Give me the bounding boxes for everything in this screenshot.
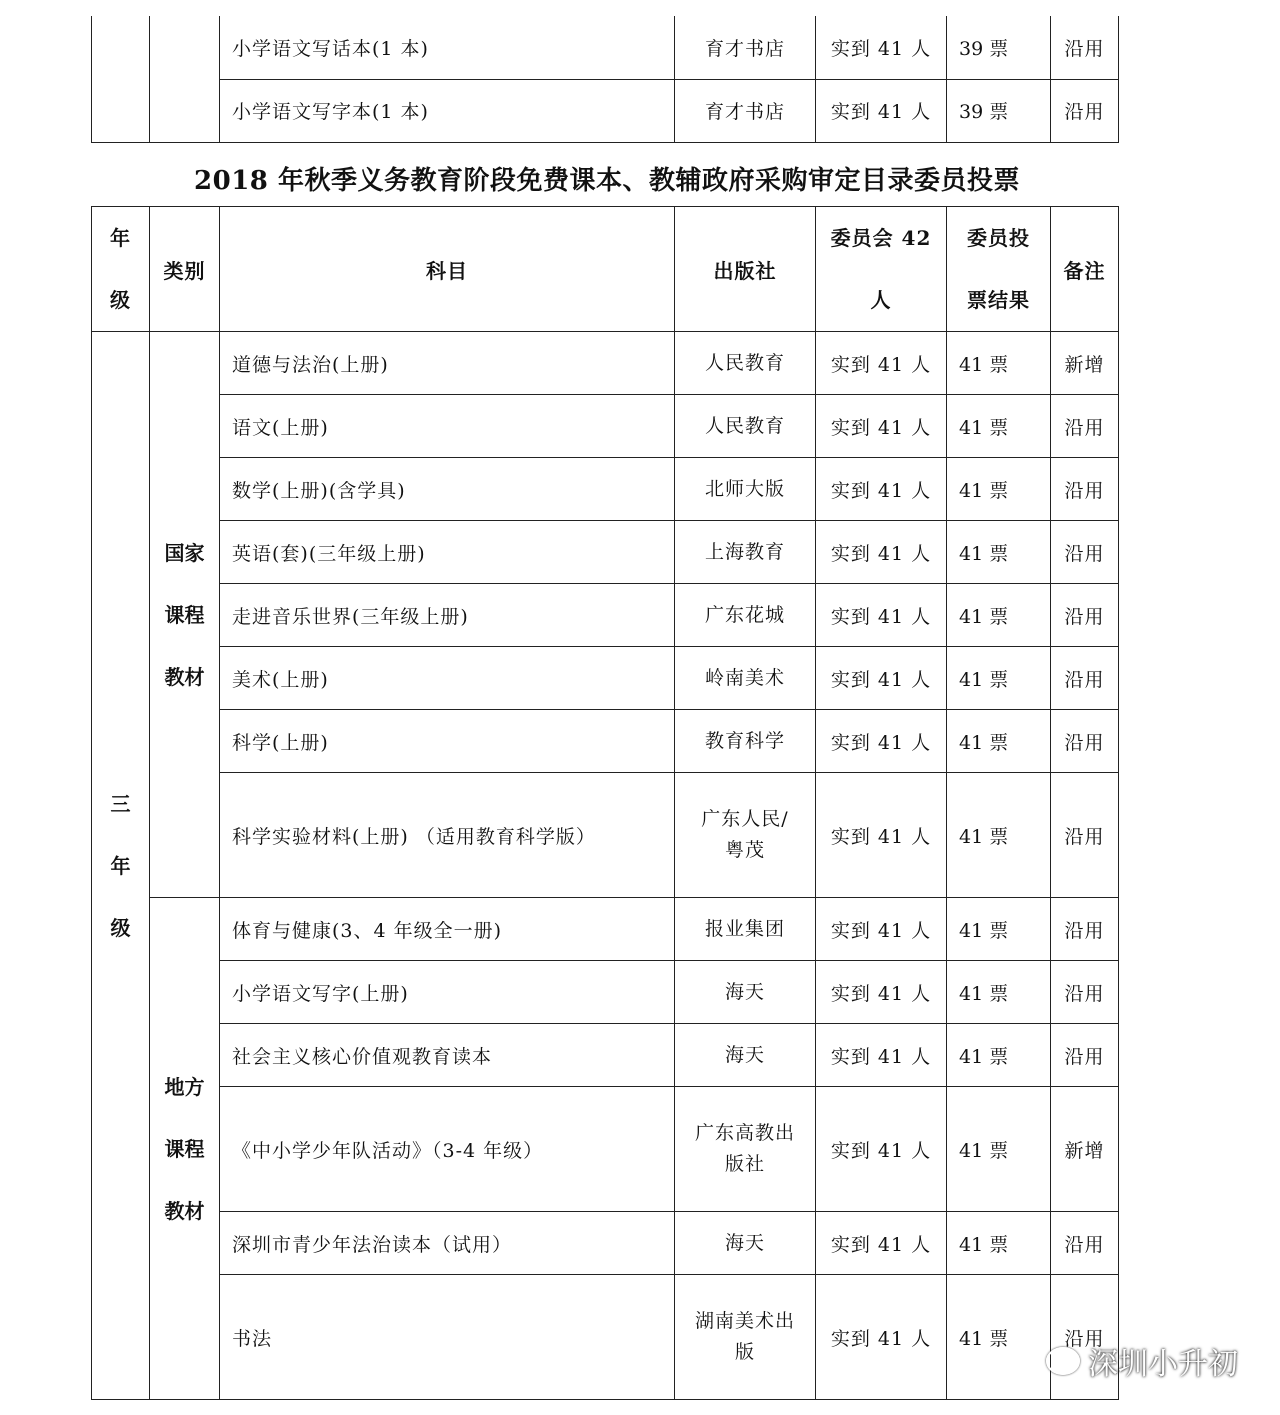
- votes-cell: 41 票: [947, 1087, 1051, 1212]
- category-line: 课程: [164, 602, 205, 627]
- remark-cell: 沿用: [1051, 1024, 1119, 1087]
- header-publisher: 出版社: [675, 207, 816, 332]
- subject-cell: 科学实验材料(上册) （适用教育科学版）: [220, 773, 675, 898]
- publisher-cell: [675, 1024, 816, 1087]
- publisher-line: 广东人民/: [701, 808, 789, 830]
- attendance-cell: 实到 41 人: [816, 1087, 947, 1212]
- remark-cell: 沿用: [1051, 647, 1119, 710]
- subject-cell: 小学语文写话本(1 本): [220, 16, 675, 79]
- attendance-cell: 实到 41 人: [816, 395, 947, 458]
- publisher-cell: [675, 1275, 816, 1400]
- publisher-cell: [675, 961, 816, 1024]
- attendance-cell: 实到 41 人: [816, 710, 947, 773]
- table-header-row: [92, 207, 1119, 332]
- remark-cell: 新增: [1051, 1087, 1119, 1212]
- remark-cell: 沿用: [1051, 961, 1119, 1024]
- document-title: 2018 年秋季义务教育阶段免费课本、教辅政府采购审定目录委员投票: [194, 166, 1020, 196]
- watermark: [1046, 1340, 1238, 1382]
- subject-cell: 小学语文写字本(1 本): [220, 79, 675, 142]
- table-row: [92, 710, 1119, 773]
- remark-cell: 沿用: [1051, 898, 1119, 961]
- publisher-line: 岭南美术: [704, 666, 785, 689]
- publisher-cell: [675, 773, 816, 898]
- remark-cell: 沿用: [1051, 773, 1119, 898]
- attendance-cell: 实到 41 人: [816, 773, 947, 898]
- wechat-icon: [1046, 1347, 1080, 1375]
- publisher-cell: [675, 521, 816, 584]
- table-row: [92, 1024, 1119, 1087]
- votes-cell: 39 票: [947, 16, 1051, 79]
- subject-cell: 书法: [220, 1275, 675, 1400]
- grade-char: 级: [110, 915, 131, 940]
- publisher-cell: [675, 458, 816, 521]
- subject-cell: 数学(上册)(含学具): [220, 458, 675, 521]
- publisher-line: 广东高教出: [694, 1122, 795, 1144]
- attendance-cell: 实到 41 人: [816, 16, 947, 79]
- votes-cell: 41 票: [947, 458, 1051, 521]
- attendance-cell: 实到 41 人: [816, 898, 947, 961]
- attendance-cell: 实到 41 人: [816, 961, 947, 1024]
- subject-cell: 科学(上册): [220, 710, 675, 773]
- category-line: 地方: [164, 1074, 205, 1099]
- publisher-line: 广东花城: [704, 603, 785, 626]
- publisher-cell: [675, 647, 816, 710]
- publisher-cell: [675, 332, 816, 395]
- category-line: 教材: [164, 1198, 205, 1223]
- remark-cell: 沿用: [1051, 584, 1119, 647]
- table-row: [92, 521, 1119, 584]
- table-row: [92, 647, 1119, 710]
- publisher-cell: [675, 1087, 816, 1212]
- publisher-line: 海天: [724, 980, 765, 1003]
- table-row: [92, 1087, 1119, 1212]
- grade-cell: [92, 332, 150, 1400]
- table-row: [92, 16, 1119, 79]
- publisher-cell: [675, 1212, 816, 1275]
- remark-cell: 沿用: [1051, 395, 1119, 458]
- votes-cell: 41 票: [947, 1212, 1051, 1275]
- publisher-line: 海天: [724, 1043, 765, 1066]
- publisher-line: 上海教育: [704, 540, 785, 563]
- attendance-cell: 实到 41 人: [816, 647, 947, 710]
- subject-cell: 小学语文写字(上册): [220, 961, 675, 1024]
- category-cell: [150, 898, 220, 1400]
- header-category: 类别: [150, 207, 220, 332]
- remark-cell: 新增: [1051, 332, 1119, 395]
- publisher-line: 版社: [724, 1153, 765, 1175]
- publisher-line: 报业集团: [704, 917, 785, 940]
- table-row: [92, 961, 1119, 1024]
- publisher-line: 人民教育: [704, 351, 785, 374]
- attendance-cell: 实到 41 人: [816, 79, 947, 142]
- publisher-cell: 育才书店: [675, 79, 816, 142]
- table-row: [92, 1212, 1119, 1275]
- remark-cell: 沿用: [1051, 1212, 1119, 1275]
- remark-cell: 沿用: [1051, 16, 1119, 79]
- votes-cell: 41 票: [947, 332, 1051, 395]
- publisher-line: 湖南美术出: [694, 1310, 795, 1332]
- publisher-cell: [675, 584, 816, 647]
- publisher-cell: [675, 395, 816, 458]
- subject-cell: 道德与法治(上册): [220, 332, 675, 395]
- attendance-cell: 实到 41 人: [816, 1275, 947, 1400]
- grade-char: 三: [110, 791, 131, 816]
- subject-cell: 体育与健康(3、4 年级全一册): [220, 898, 675, 961]
- subject-cell: 走进音乐世界(三年级上册): [220, 584, 675, 647]
- publisher-cell: [675, 710, 816, 773]
- category-cell: [150, 332, 220, 898]
- subject-cell: 深圳市青少年法治读本（试用）: [220, 1212, 675, 1275]
- remark-cell: 沿用: [1051, 710, 1119, 773]
- publisher-line: 北师大版: [704, 477, 785, 500]
- votes-cell: 41 票: [947, 1275, 1051, 1400]
- top-table-fragment: [91, 16, 1119, 143]
- header-subject: 科目: [220, 207, 675, 332]
- votes-cell: 39 票: [947, 79, 1051, 142]
- grade-char: 年: [110, 853, 131, 878]
- votes-cell: 41 票: [947, 1024, 1051, 1087]
- table-row: [92, 898, 1119, 961]
- votes-cell: 41 票: [947, 521, 1051, 584]
- publisher-line: 海天: [724, 1231, 765, 1254]
- header-committee: 委员会 42 人: [816, 207, 947, 332]
- table-row: [92, 773, 1119, 898]
- category-cell-empty: [150, 16, 220, 142]
- table-row: [92, 458, 1119, 521]
- table-row: [92, 1275, 1119, 1400]
- publisher-line: 版: [734, 1341, 755, 1363]
- table-row: [92, 332, 1119, 395]
- remark-cell: 沿用: [1051, 521, 1119, 584]
- header-remark: 备注: [1051, 207, 1119, 332]
- votes-cell: 41 票: [947, 773, 1051, 898]
- subject-cell: 美术(上册): [220, 647, 675, 710]
- votes-cell: 41 票: [947, 584, 1051, 647]
- attendance-cell: 实到 41 人: [816, 458, 947, 521]
- header-grade: 年 级: [92, 207, 150, 332]
- category-line: 课程: [164, 1136, 205, 1161]
- attendance-cell: 实到 41 人: [816, 1212, 947, 1275]
- votes-cell: 41 票: [947, 647, 1051, 710]
- category-line: 国家: [164, 540, 205, 565]
- publisher-line: 人民教育: [704, 414, 785, 437]
- table-row: [92, 584, 1119, 647]
- votes-cell: 41 票: [947, 898, 1051, 961]
- attendance-cell: 实到 41 人: [816, 1024, 947, 1087]
- votes-cell: 41 票: [947, 961, 1051, 1024]
- category-line: 教材: [164, 664, 205, 689]
- votes-cell: 41 票: [947, 710, 1051, 773]
- watermark-text: 深圳小升初: [1088, 1347, 1238, 1382]
- header-vote-result: 委员投 票结果: [947, 207, 1051, 332]
- subject-cell: 社会主义核心价值观教育读本: [220, 1024, 675, 1087]
- remark-cell: 沿用: [1051, 458, 1119, 521]
- publisher-line: 教育科学: [704, 729, 785, 752]
- publisher-cell: [675, 898, 816, 961]
- grade-cell-empty: [92, 16, 150, 142]
- remark-cell: 沿用: [1051, 79, 1119, 142]
- remark-cell: 沿用: [1051, 1275, 1119, 1400]
- attendance-cell: 实到 41 人: [816, 584, 947, 647]
- publisher-line: 粤茂: [724, 839, 765, 861]
- subject-cell: 英语(套)(三年级上册): [220, 521, 675, 584]
- attendance-cell: 实到 41 人: [816, 521, 947, 584]
- vote-table: [91, 206, 1119, 1400]
- votes-cell: 41 票: [947, 395, 1051, 458]
- subject-cell: 语文(上册): [220, 395, 675, 458]
- publisher-cell: 育才书店: [675, 16, 816, 79]
- table-row: [92, 395, 1119, 458]
- table-row: [92, 79, 1119, 142]
- attendance-cell: 实到 41 人: [816, 332, 947, 395]
- subject-cell: 《中小学少年队活动》（3-4 年级）: [220, 1087, 675, 1212]
